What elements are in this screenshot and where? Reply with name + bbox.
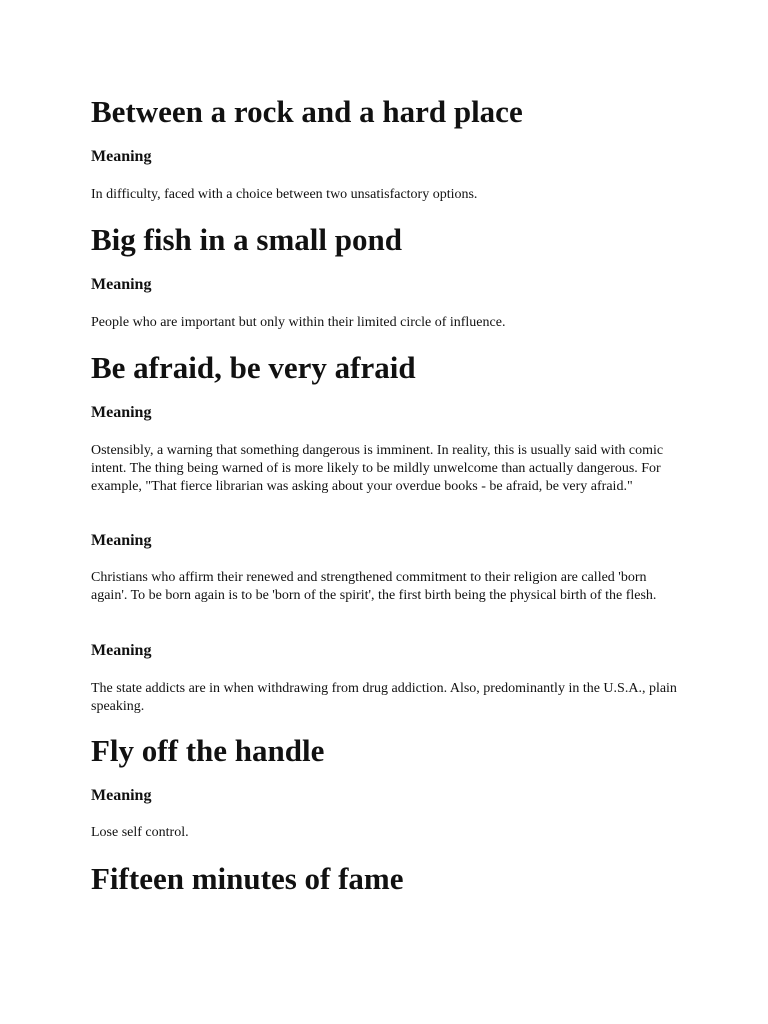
meaning-label: Meaning: [91, 148, 152, 165]
meaning-label: Meaning: [91, 532, 152, 549]
idiom-heading: Big fish in a small pond: [91, 222, 402, 257]
idiom-heading: Fifteen minutes of fame: [91, 861, 404, 896]
meaning-text: Christians who affirm their renewed and strengthened commitment to their religion are called 'born again'. To be born again is to be 'born of the spirit', the first birth being the physical birth of the flesh.: [91, 570, 657, 603]
meaning-label: Meaning: [91, 276, 152, 293]
meaning-text: Lose self control.: [91, 825, 189, 840]
meaning-label: Meaning: [91, 642, 152, 659]
meaning-text: In difficulty, faced with a choice between two unsatisfactory options.: [91, 187, 478, 202]
meaning-label: Meaning: [91, 787, 152, 804]
meaning-label: Meaning: [91, 404, 152, 421]
meaning-text: Ostensibly, a warning that something dangerous is imminent. In reality, this is usually said with comic intent. The thing being warned of is more likely to be mildly unwelcome than actually dangerous. For example, "That fierce librarian was asking about your overdue books - be afraid, be very afraid.": [91, 443, 664, 494]
idiom-heading: Fly off the handle: [91, 733, 325, 768]
meaning-text: People who are important but only within their limited circle of influence.: [91, 315, 506, 330]
idiom-heading: Be afraid, be very afraid: [91, 350, 416, 385]
meaning-text: The state addicts are in when withdrawing from drug addiction. Also, predominantly in the U.S.A., plain speaking.: [91, 681, 677, 714]
idiom-heading: Between a rock and a hard place: [91, 94, 523, 129]
